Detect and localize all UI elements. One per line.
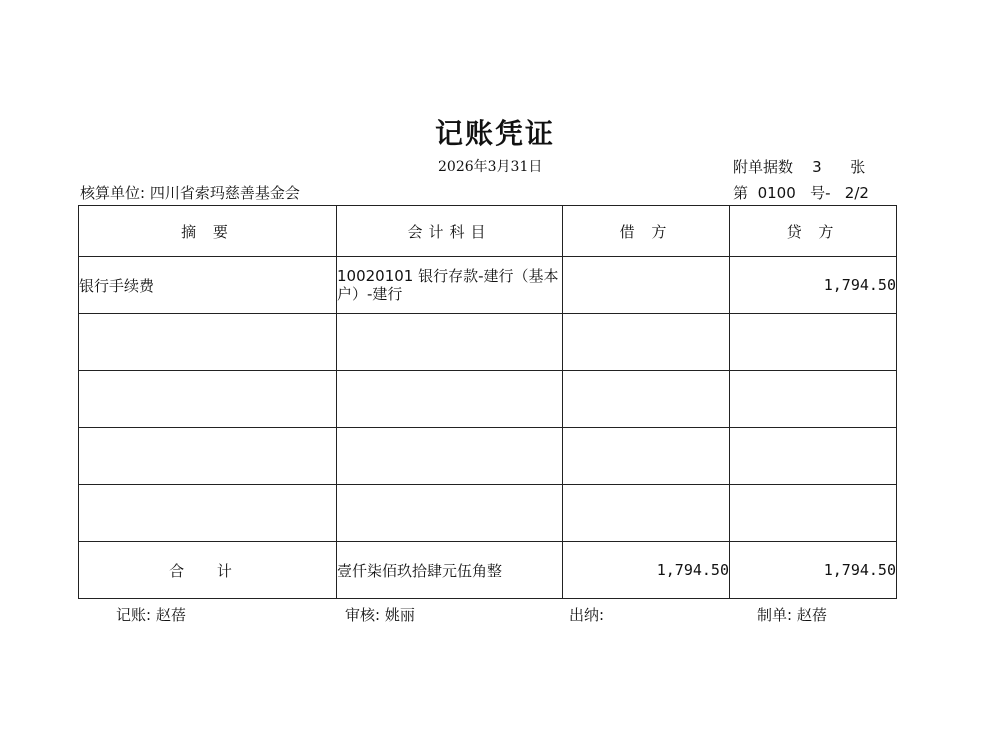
unit-name: 四川省索玛慈善基金会 — [149, 184, 300, 202]
attachment-number: 3 — [812, 158, 822, 176]
row-account: 10020101 银行存款-建行（基本户）-建行 — [337, 257, 563, 314]
row-credit — [730, 485, 897, 542]
row-account — [337, 371, 563, 428]
row-credit — [730, 428, 897, 485]
row-summary — [79, 371, 337, 428]
row-debit — [563, 485, 730, 542]
table-row — [79, 371, 897, 428]
preparer-label: 制单: — [757, 606, 793, 624]
voucher-prefix: 第 — [733, 184, 749, 202]
voucher-number-value: 0100 — [757, 184, 796, 202]
footer-bookkeeper — [116, 604, 186, 625]
row-summary — [79, 314, 337, 371]
header-debit: 借 方 — [563, 206, 730, 257]
row-debit — [563, 371, 730, 428]
row-account — [337, 485, 563, 542]
voucher-mid: 号- — [810, 184, 831, 202]
row-account — [337, 314, 563, 371]
cashier-label: 出纳: — [569, 606, 605, 624]
table-header — [79, 206, 897, 257]
row-debit — [563, 257, 730, 314]
bookkeeper-label: 记账: — [116, 606, 152, 624]
voucher-number — [733, 182, 869, 203]
voucher-title: 记账凭证 — [434, 117, 555, 150]
total-credit: 1,794.50 — [730, 542, 897, 599]
attachment-count — [733, 156, 865, 177]
attachment-label: 附单据数 — [733, 158, 794, 176]
reviewer-label: 审核: — [345, 606, 381, 624]
preparer-name: 赵蓓 — [796, 606, 827, 624]
header-account: 会计科目 — [337, 206, 563, 257]
row-credit — [730, 371, 897, 428]
accounting-unit — [80, 182, 300, 203]
table-row — [79, 428, 897, 485]
bookkeeper-name: 赵蓓 — [155, 606, 186, 624]
voucher-date: 2026年3月31日 — [438, 159, 543, 175]
row-summary — [79, 485, 337, 542]
total-debit: 1,794.50 — [563, 542, 730, 599]
row-credit — [730, 314, 897, 371]
total-amount-words: 壹仟柒佰玖拾肆元伍角整 — [337, 542, 563, 599]
footer-preparer — [757, 604, 827, 625]
voucher-page: 2/2 — [844, 184, 869, 202]
header-summary: 摘 要 — [79, 206, 337, 257]
attachment-unit: 张 — [850, 158, 866, 176]
row-account — [337, 428, 563, 485]
table-row — [79, 485, 897, 542]
table-row — [79, 314, 897, 371]
total-label: 合 计 — [79, 542, 337, 599]
reviewer-name: 姚丽 — [384, 606, 415, 624]
row-debit — [563, 314, 730, 371]
unit-label: 核算单位: — [80, 184, 146, 202]
footer-cashier — [569, 604, 609, 625]
voucher-table — [78, 205, 897, 599]
footer-reviewer — [345, 604, 415, 625]
row-summary: 银行手续费 — [79, 257, 337, 314]
row-credit: 1,794.50 — [730, 257, 897, 314]
table-row — [79, 257, 897, 314]
header-credit: 贷 方 — [730, 206, 897, 257]
total-row — [79, 542, 897, 599]
row-summary — [79, 428, 337, 485]
row-debit — [563, 428, 730, 485]
